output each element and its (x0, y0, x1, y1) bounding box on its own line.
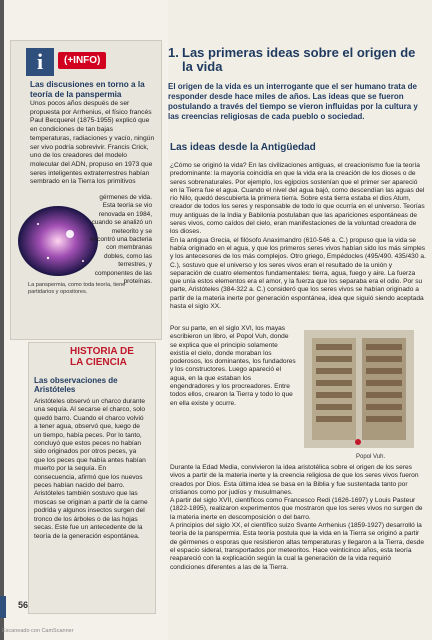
history-subtitle: Las observaciones de Aristóteles (34, 376, 118, 394)
paragraph-2: En la antigua Grecia, el filósofo Anaximandro (610-546 a. C.) propuso que la vida se había originado en el agua, y que los primeros seres vivos habían sido los más simples y los antecesores de los más complejos. Otro griego, Empédocles (495/490. 435/430 a. C.), sostuvo que el universo y los seres vivos eran el resultado de la unión y separación de cuatro elementos fundamentales: tierra, agua, fuego y aire. La fuerza que unía estos elementos era el amor, y la fuerza que los separaba era el odio. Por su parte, Aristóteles (384-322 a. C.) consideró que los seres vivos se habían originado a partir de la materia inerte por generación espontánea, idea que siguió siendo aceptada hasta el siglo XX. (170, 236, 426, 311)
page-number: 56 (18, 600, 29, 610)
body-text-1 (170, 162, 426, 311)
page-title: Las primeras ideas sobre el origen de la vida (182, 45, 416, 74)
paragraph-4: Durante la Edad Media, convivieron la idea aristotélica sobre el origen de los seres vivos a partir de la materia inerte y la creencia religiosa de que los seres vivos fueron creados por Dios. Esta última idea se basa en la Biblia y fue sustentada tanto por cristianos como por judíos y musulmanes. (170, 464, 419, 496)
section-number: 1. (168, 45, 179, 60)
paragraph-6: A principios del siglo XX, el científico suizo Svante Arrhenius (1859-1927) desarrolló la teoría de la panspermia. Esta teoría postula que la vida en la Tierra se originó a partir de gérmenes o esporas que resistieron altas temperaturas y llegaron a la Tierra, desde el espacio sideral, transportados por meteoritos. Hace veinticinco años, esta teoría reapareció con la explicación según la cual la generación de la vida requirió condiciones diferentes a las de la Tierra. (170, 522, 424, 571)
page-number-marker (0, 596, 6, 618)
paragraph-3: Por su parte, en el siglo XVI, los mayas escribieron un libro, el Popol Vuh, donde se explica que el principio solamente existía el cielo, donde moraban los poderosos, los dominantes, los fundadores y los constructores. Luego apareció el agua, en la que estaban los engendradores y los procreadores. Entre todos ellos, crearon la Tierra y todo lo que en ella existe y ocurre. (170, 325, 296, 407)
popol-vuh-image (304, 330, 414, 448)
intro-paragraph: El origen de la vida es un interrogante que el ser humano trata de responder desde hace miles de años. Las ideas que se fueron postulando a través del tiempo se vieron influidas por la cultura y las creencias religiosas de cada pueblo o sociedad. (168, 82, 418, 121)
body-text-3 (170, 464, 426, 572)
info-text: Unos pocos años después de ser propuesta por Arrhenius, el físico francés Paul Becquerel (1875-1955) explicó que en condiciones de tan bajas temperaturas, radiaciones y vacío, ningún ser vivo podría sobrevivir. Francis Crick, uno de los creadores del modelo molecular del ADN, propuso en 1973 que seres inteligentes extraterrestres habían sembrado en la Tierra los primitivos (30, 100, 155, 186)
page-edge-shadow (0, 0, 4, 640)
history-header-line2: LA CIENCIA (70, 357, 127, 368)
info-tag: (+INFO) (58, 52, 106, 69)
info-text-continued: gérmenes de vida. Esta teoría se vio renovada en 1984, cuando se analizó un meteorito y se encontró una bacteria con membranas dobles, como las terrestres, y componentes de las proteínas. (90, 194, 152, 286)
scanner-watermark: Escaneado con CamScanner (2, 628, 74, 634)
info-header (26, 42, 162, 78)
section-heading: Las ideas desde la Antigüedad (170, 142, 316, 153)
info-icon: i (26, 48, 54, 76)
history-header-line1: HISTORIA DE (70, 346, 134, 357)
body-text-2 (170, 325, 296, 408)
paragraph-5: A partir del siglo XVII, científicos como Francesco Redi (1626-1697) y Louis Pasteur (1822-1895), realizaron experimentos que mostraron que los seres vivos no surgen de la materia inerte en descomposición o del barro. (170, 497, 423, 521)
info-caption: La panspermia, como toda teoría, tiene partidarios y opositores. (28, 282, 126, 295)
paragraph-1: ¿Cómo se originó la vida? En las civilizaciones antiguas, el creacionismo fue la teoría predominante: la mayoría coincidía en que la vida era la creación de los dioses o de seres sobrenaturales. Por ejemplo, los egipcios sostenían que el primer ser apareció en la Tierra fue el agua. Cuando el nivel del agua bajó, como descendían las aguas del río Nilo, quedó descubierta la primera tierra. Sobre esta tierra estaba el dios Atum, creador de todos los seres y responsable de todo lo que ocurría en el universo. Teorías muy antiguas de la India y Babilonia postulaban que las apariciones espontáneas de seres vivos, como caídos del cielo, eran manifestaciones de la voluntad creadora de los dioses. (170, 162, 425, 236)
popol-vuh-caption: Popol Vuh. (356, 454, 386, 460)
info-title: Las discusiones en torno a la teoría de la panspermia (30, 80, 145, 99)
history-header (70, 346, 150, 368)
history-text: Aristóteles observó un charco durante una sequía. Al secarse el charco, solo quedó barro. Cuando el charco volvió a tener agua, observó que, luego de un tiempo, había peces. Por lo tanto, concluyó que estos peces no habían sido originados por otros peces, ya que los peces que había antes habían muerto por la sequía. En consecuencia, afirmó que los nuevos peces habían nacido del barro. Aristóteles también sostuvo que las moscas se originan a partir de la carne podrida y algunos insectos surgen del tronco de los árboles o de las hojas secas. Este fue un antecedente de la teoría de la generación espontánea. (34, 398, 148, 540)
